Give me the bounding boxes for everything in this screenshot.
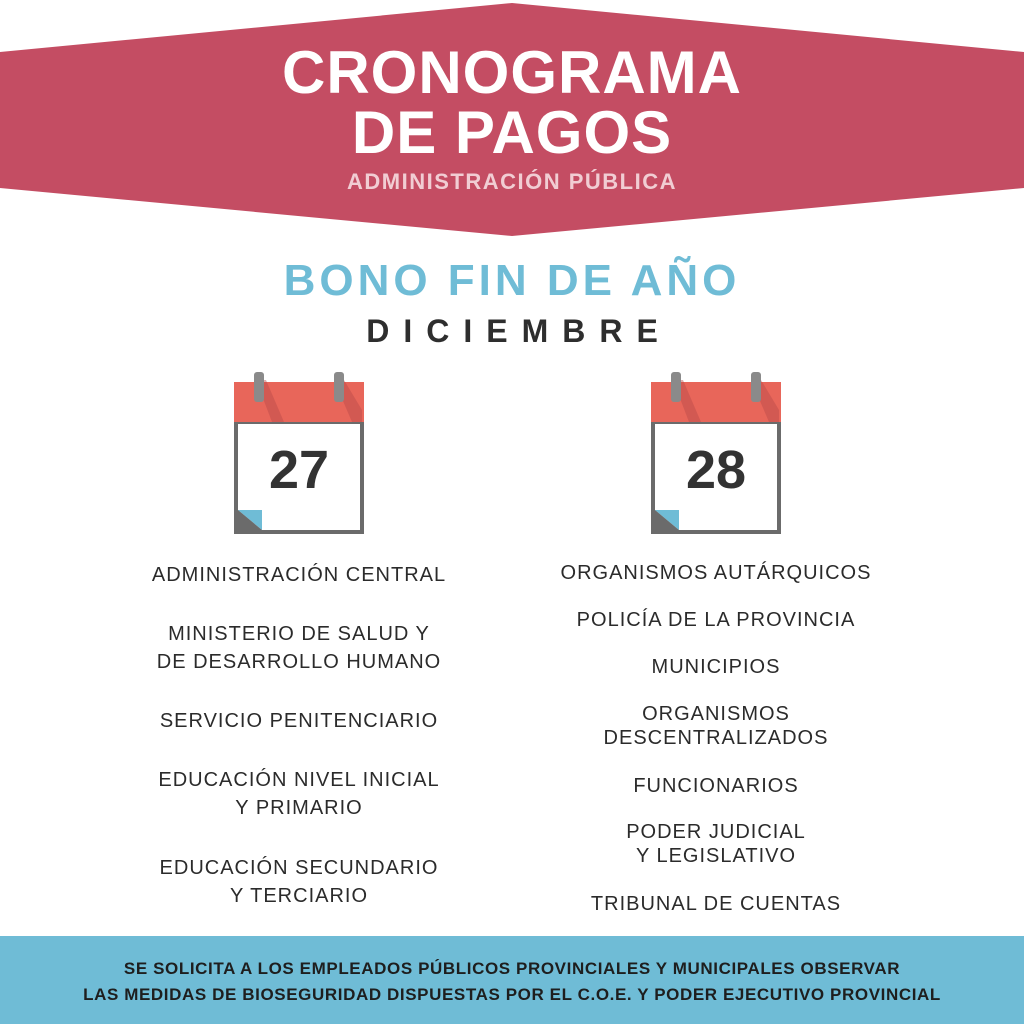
footer-notice xyxy=(0,936,1024,1024)
item-line: Y PRIMARIO xyxy=(235,797,363,819)
calendar-day-28: 28 xyxy=(685,440,747,500)
item-line: FUNCIONARIOS xyxy=(633,775,799,797)
item-line: ORGANISMOS xyxy=(642,703,790,725)
item-line: ORGANISMOS AUTÁRQUICOS xyxy=(560,562,872,584)
item-line: TRIBUNAL DE CUENTAS xyxy=(590,893,842,915)
calendar-icon-28 xyxy=(651,370,781,535)
list-item xyxy=(506,702,926,750)
item-line: PODER JUDICIAL xyxy=(626,821,806,843)
list-item xyxy=(506,890,926,918)
item-line: SERVICIO PENITENCIARIO xyxy=(159,710,439,732)
list-item xyxy=(89,854,509,910)
list-item xyxy=(89,766,509,822)
list-item xyxy=(506,653,926,681)
list-item xyxy=(89,620,509,676)
calendar-icon-27 xyxy=(234,370,364,535)
header-banner xyxy=(0,0,1024,240)
list-item xyxy=(89,707,509,735)
footer-line-2: LAS MEDIDAS DE BIOSEGURIDAD DISPUESTAS POR EL C.O.E. Y PODER EJECUTIVO PROVINCIAL xyxy=(83,985,941,1004)
item-line: DE DESARROLLO HUMANO xyxy=(156,651,442,673)
list-item xyxy=(89,561,509,589)
item-line: Y TERCIARIO xyxy=(229,885,369,907)
item-line: POLICÍA DE LA PROVINCIA xyxy=(576,609,856,631)
list-item xyxy=(506,772,926,800)
item-line: EDUCACIÓN SECUNDARIO xyxy=(159,857,439,879)
page-title-line1: CRONOGRAMA xyxy=(282,39,742,106)
item-line: MINISTERIO DE SALUD Y xyxy=(168,623,430,645)
calendar-day-27: 27 xyxy=(268,440,330,500)
list-item xyxy=(506,606,926,634)
item-line: Y LEGISLATIVO xyxy=(635,845,797,867)
item-line: DESCENTRALIZADOS xyxy=(603,727,829,749)
item-line: EDUCACIÓN NIVEL INICIAL xyxy=(158,769,440,791)
footer-line-1: SE SOLICITA A LOS EMPLEADOS PÚBLICOS PROVINCIALES Y MUNICIPALES OBSERVAR xyxy=(123,959,901,978)
list-item xyxy=(506,559,926,587)
item-line: ADMINISTRACIÓN CENTRAL xyxy=(151,564,447,586)
page-title-line2: DE PAGOS xyxy=(351,99,673,166)
item-line: MUNICIPIOS xyxy=(651,656,781,678)
list-item xyxy=(506,820,926,868)
month-label: DICIEMBRE xyxy=(366,313,672,349)
bono-title: BONO FIN DE AÑO xyxy=(283,256,741,305)
page-subtitle: ADMINISTRACIÓN PÚBLICA xyxy=(347,169,677,194)
